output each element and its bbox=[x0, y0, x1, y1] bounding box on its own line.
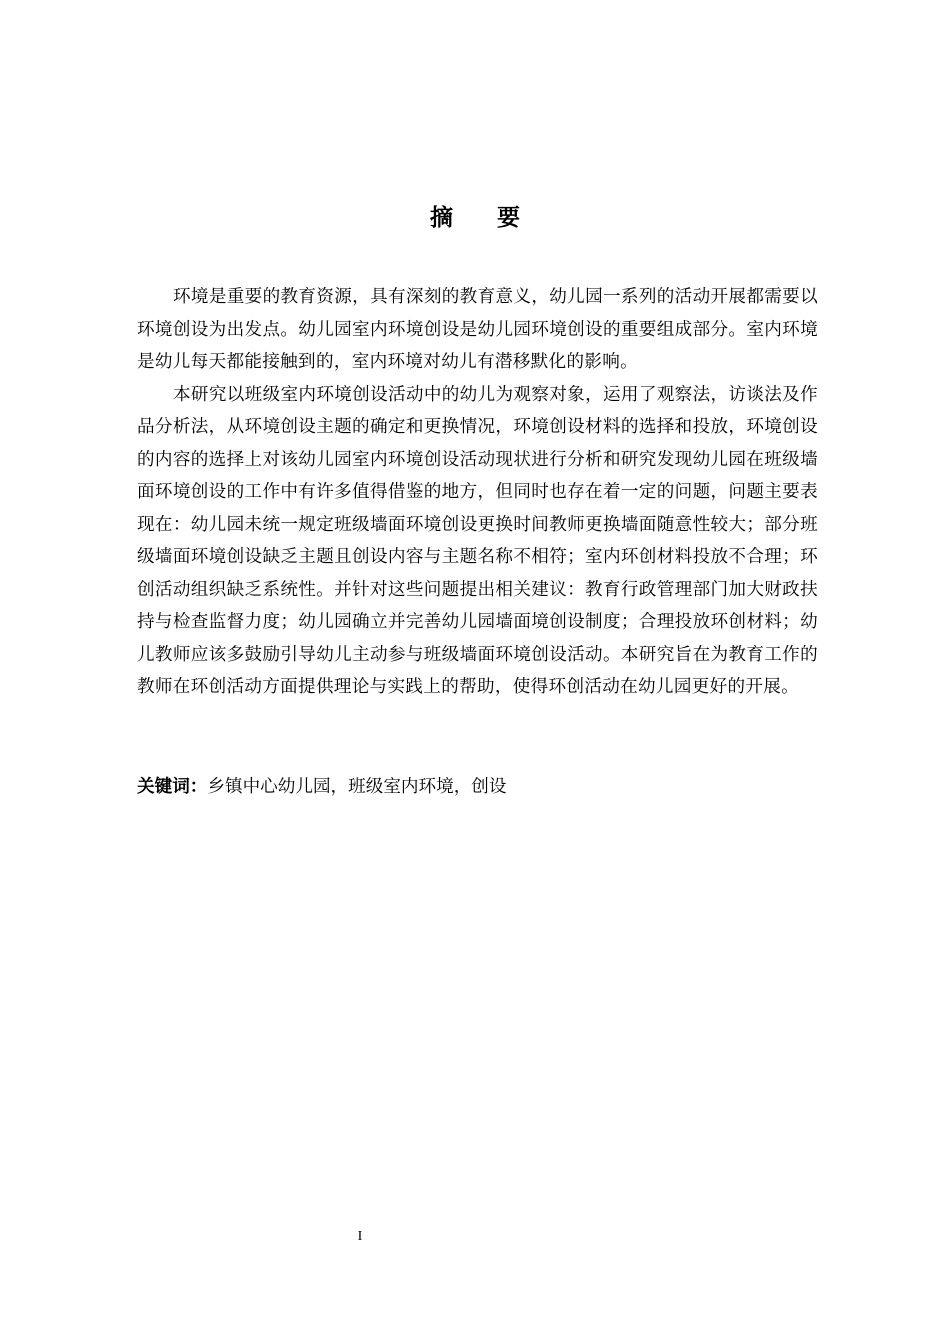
abstract-body bbox=[137, 281, 818, 704]
keywords-text: 乡镇中心幼儿园，班级室内环境，创设 bbox=[207, 777, 507, 797]
abstract-paragraph-1: 环境是重要的教育资源，具有深刻的教育意义，幼儿园一系列的活动开展都需要以环境创设为出发点。幼儿园室内环境创设是幼儿园环境创设的重要组成部分。室内环境是幼儿每天都能接触到的，室内环境对幼儿有潜移默化的影响。 bbox=[137, 287, 818, 372]
abstract-paragraph-2: 本研究以班级室内环境创设活动中的幼儿为观察对象，运用了观察法，访谈法及作品分析法，从环境创设主题的确定和更换情况，环境创设材料的选择和投放，环境创设的内容的选择上对该幼儿园室内环境创设活动现状进行分析和研究发现幼儿园在班级墙面环境创设的工作中有许多值得借鉴的地方，但同时也存在着一定的问题，问题主要表现在：幼儿园未统一规定班级墙面环境创设更换时间教师更换墙面随意性较大；部分班级墙面环境创设缺乏主题且创设内容与主题名称不相符；室内环创材料投放不合理；环创活动组织缺乏系统性。并针对这些问题提出相关建议：教育行政管理部门加大财政扶持与检查监督力度；幼儿园确立并完善幼儿园墙面境创设制度；合理投放环创材料；幼儿教师应该多鼓励引导幼儿主动参与班级墙面环境创设活动。本研究旨在为教育工作的教师在环创活动方面提供理论与实践上的帮助，使得环创活动在幼儿园更好的开展。 bbox=[137, 384, 818, 697]
keywords-label: 关键词： bbox=[137, 777, 208, 797]
page-number: I bbox=[357, 1229, 363, 1244]
keywords-line bbox=[137, 773, 818, 801]
page-title: 摘要 bbox=[430, 205, 564, 231]
